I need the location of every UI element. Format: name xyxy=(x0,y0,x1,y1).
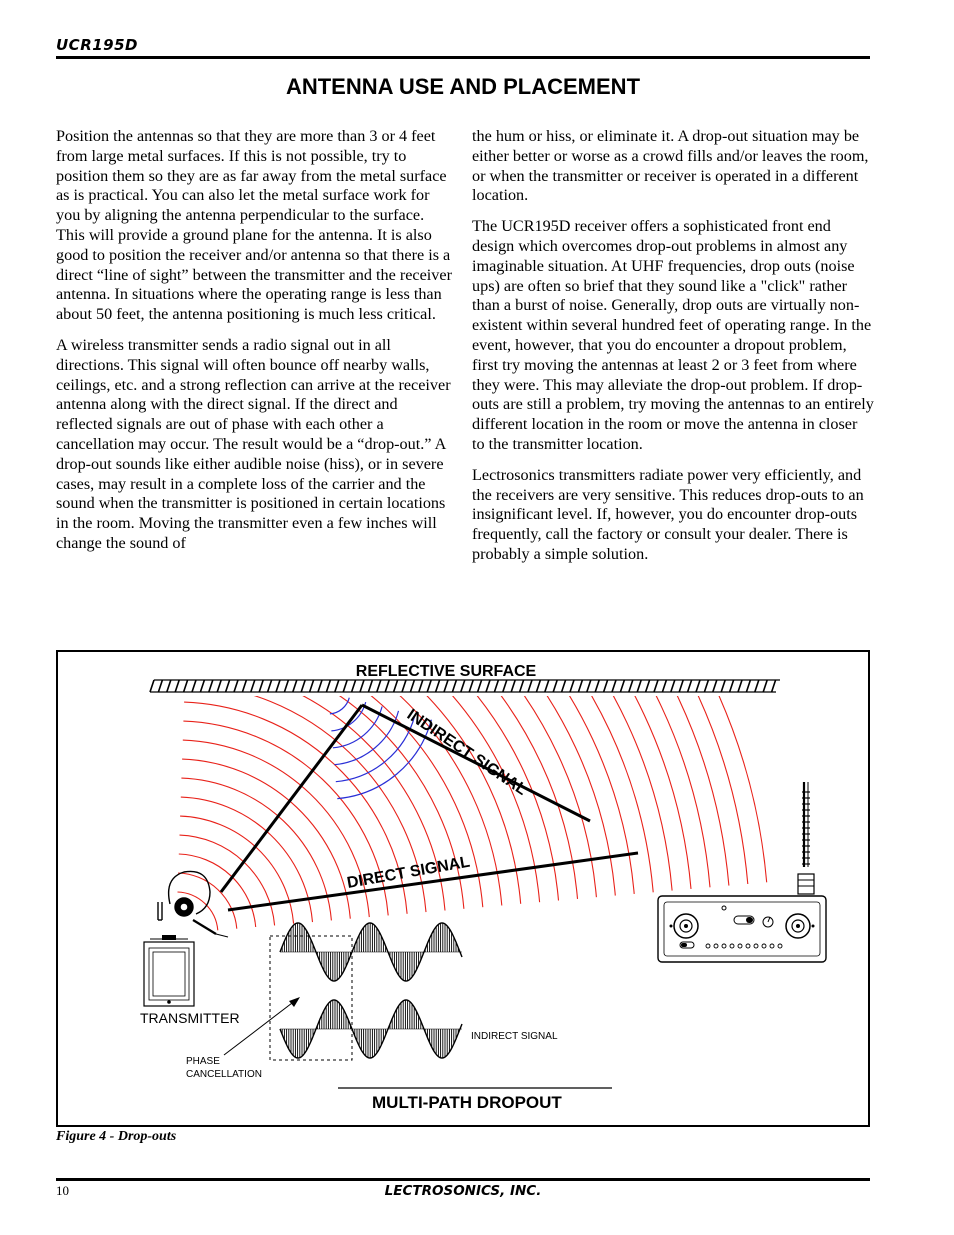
wavefront-arc xyxy=(183,740,369,917)
hatch-mark xyxy=(461,680,465,692)
hatch-mark xyxy=(419,680,423,692)
hatch-mark xyxy=(158,680,162,692)
paragraph: Lectrosonics transmitters radiate power very efficiently, and the receivers are very sensitive. This reduces drop-outs to an insignificant level. If, however, you do encounter drop-outs frequently, call the factory or consult your dealer. There is probably a simple solution. xyxy=(472,465,864,563)
hatch-mark xyxy=(738,680,742,692)
hatch-mark xyxy=(637,680,641,692)
footer-rule xyxy=(56,1178,870,1181)
hatch-mark xyxy=(494,680,498,692)
hatch-mark xyxy=(679,680,683,692)
hatch-mark xyxy=(553,680,557,692)
hatch-mark xyxy=(301,680,305,692)
hatch-mark xyxy=(595,680,599,692)
hatch-mark xyxy=(730,680,734,692)
direct-sine-wave xyxy=(280,923,462,981)
direct-signal-label: DIRECT SIGNAL xyxy=(345,853,472,892)
hatch-mark xyxy=(612,680,616,692)
hatch-mark xyxy=(763,680,767,692)
hatch-mark xyxy=(352,680,356,692)
paragraph: the hum or hiss, or eliminate it. A drop-out situation may be either better or worse as a crowd fills and/or leaves the room, or when the transmitter or receiver is operated in a different location. xyxy=(472,127,869,205)
hatch-mark xyxy=(696,680,700,692)
paragraph: Position the antennas so that they are more than 3 or 4 feet from large metal surfaces. If this is not possible, try to position them so they are as far away from the metal surface as is practical. You can also let the metal surface work for you by aligning the antenna perpendicular to the surface. This will provide a ground plane for the antenna. It is also good to position the receiver and/or antenna so that there is a direct “line of sight” between the transmitter and the receiver antenna. In situations where the operating range is less than about 50 feet, the antenna positioning is much less critical. xyxy=(56,127,452,324)
figure-title: MULTI-PATH DROPOUT xyxy=(372,1093,562,1112)
document-model-header: UCR195D xyxy=(56,36,139,54)
hatch-mark xyxy=(436,680,440,692)
hatch-mark xyxy=(284,680,288,692)
hatch-mark xyxy=(318,680,322,692)
header-rule xyxy=(56,56,870,59)
hatch-mark xyxy=(503,680,507,692)
hatch-mark xyxy=(469,680,473,692)
paragraph: The UCR195D receiver offers a sophisticated front end design which overcomes drop-out problems in almost any imaginable situation. At UHF frequencies, drop outs (noise ups) are often so brief that they sound like a "click" rather than a burst of noise. Generally, drop outs are virtually non-existent within several hundred feet of operating range. In the event, however, that you do encounter a dropout problem, first try moving the antennas at least 2 or 3 feet from where they were. This may alleviate the drop-out problem. If drop-outs are still a problem, try moving the antennas to an entirely different location in the room or move the antenna in closer to the transmitter location. xyxy=(472,217,874,453)
hatch-mark xyxy=(511,680,515,692)
pointer-arrowhead xyxy=(289,997,300,1007)
company-name: LECTROSONICS, INC. xyxy=(384,1183,542,1199)
pointer-line xyxy=(224,1000,296,1055)
hatch-mark xyxy=(755,680,759,692)
hatch-mark xyxy=(251,680,255,692)
paragraph: A wireless transmitter sends a radio signal out in all directions. This signal will often bounce off nearby walls, ceilings, etc. and a strong reflection can arrive at the receiver antenna along with the direct signal. If the direct and reflected signals are out of phase with each other a cancellation may occur. The result would be a “drop-out.” A drop-out sounds like either audible noise (hiss), or in severe cases, may result in a complete loss of the carrier and the sound when the transmitter is positioned in certain locations in the room. Moving the transmitter even a few inches will change the sound of xyxy=(56,335,451,552)
hatch-mark xyxy=(545,680,549,692)
hatch-mark xyxy=(520,680,524,692)
hatch-mark xyxy=(217,680,221,692)
hatch-mark xyxy=(562,680,566,692)
page-number: 10 xyxy=(56,1183,69,1198)
receiver-unit xyxy=(658,782,826,962)
hatch-mark xyxy=(343,680,347,692)
wavefront-arc xyxy=(179,854,256,927)
hatch-mark xyxy=(713,680,717,692)
hatch-mark xyxy=(310,680,314,692)
indirect-signal-wave-label: INDIRECT SIGNAL xyxy=(471,1031,558,1042)
transmitter-label: TRANSMITTER xyxy=(140,1010,240,1026)
right-column xyxy=(472,127,874,576)
hatch-mark xyxy=(646,680,650,692)
hatch-mark xyxy=(184,680,188,692)
hatch-mark xyxy=(377,680,381,692)
hatch-mark xyxy=(587,680,591,692)
hatch-mark xyxy=(772,680,776,692)
multipath-dropout-figure xyxy=(56,650,870,1127)
hatch-mark xyxy=(326,680,330,692)
hatch-mark xyxy=(427,680,431,692)
hatch-mark xyxy=(268,680,272,692)
hatch-mark xyxy=(234,680,238,692)
reflective-surface-label: REFLECTIVE SURFACE xyxy=(355,663,537,680)
hatch-mark xyxy=(209,680,213,692)
hatch-mark xyxy=(536,680,540,692)
radiated-wavefronts xyxy=(178,652,767,930)
left-column xyxy=(56,127,454,565)
multipath-diagram xyxy=(58,652,868,1125)
hatch-mark xyxy=(486,680,490,692)
hatch-mark xyxy=(335,680,339,692)
wavefront-arc xyxy=(195,652,710,887)
hatch-mark xyxy=(150,680,154,692)
hatch-mark xyxy=(671,680,675,692)
cancellation-label: CANCELLATION xyxy=(186,1069,262,1080)
hatch-mark xyxy=(394,680,398,692)
hatch-mark xyxy=(629,680,633,692)
hatch-mark xyxy=(360,680,364,692)
wavefront-arc xyxy=(192,652,634,894)
hatch-mark xyxy=(226,680,230,692)
hatch-mark xyxy=(528,680,532,692)
wavefront-arc xyxy=(193,652,654,892)
hatch-mark xyxy=(200,680,204,692)
page-title: ANTENNA USE AND PLACEMENT xyxy=(285,74,641,99)
hatch-mark xyxy=(604,680,608,692)
wavefront-arc xyxy=(193,652,672,891)
hatch-mark xyxy=(452,680,456,692)
hatch-mark xyxy=(175,680,179,692)
hatch-mark xyxy=(259,680,263,692)
hatch-mark xyxy=(688,680,692,692)
hatch-mark xyxy=(578,680,582,692)
wavefront-arc xyxy=(182,759,350,919)
hatch-mark xyxy=(368,680,372,692)
hatch-mark xyxy=(242,680,246,692)
hatch-mark xyxy=(570,680,574,692)
hatch-mark xyxy=(721,680,725,692)
indirect-signal-label: INDIRECT SIGNAL xyxy=(403,706,530,799)
hatch-mark xyxy=(410,680,414,692)
hatch-mark xyxy=(293,680,297,692)
phase-label: PHASE xyxy=(186,1056,220,1067)
hatch-mark xyxy=(704,680,708,692)
hatch-mark xyxy=(654,680,658,692)
hatch-mark xyxy=(192,680,196,692)
hatch-mark xyxy=(167,680,171,692)
hatch-mark xyxy=(385,680,389,692)
indirect-sine-wave xyxy=(280,1000,462,1058)
hatch-mark xyxy=(662,680,666,692)
wavefront-arc xyxy=(190,652,577,899)
hatch-mark xyxy=(620,680,624,692)
hatch-mark xyxy=(746,680,750,692)
hatch-mark xyxy=(478,680,482,692)
hatch-mark xyxy=(402,680,406,692)
hatch-mark xyxy=(276,680,280,692)
wavefront-arc xyxy=(180,835,275,925)
reflective-surface xyxy=(150,680,780,692)
hatch-mark xyxy=(444,680,448,692)
transmitter-bodypack xyxy=(144,935,194,1006)
figure-caption: Figure 4 - Drop-outs xyxy=(56,1129,177,1144)
